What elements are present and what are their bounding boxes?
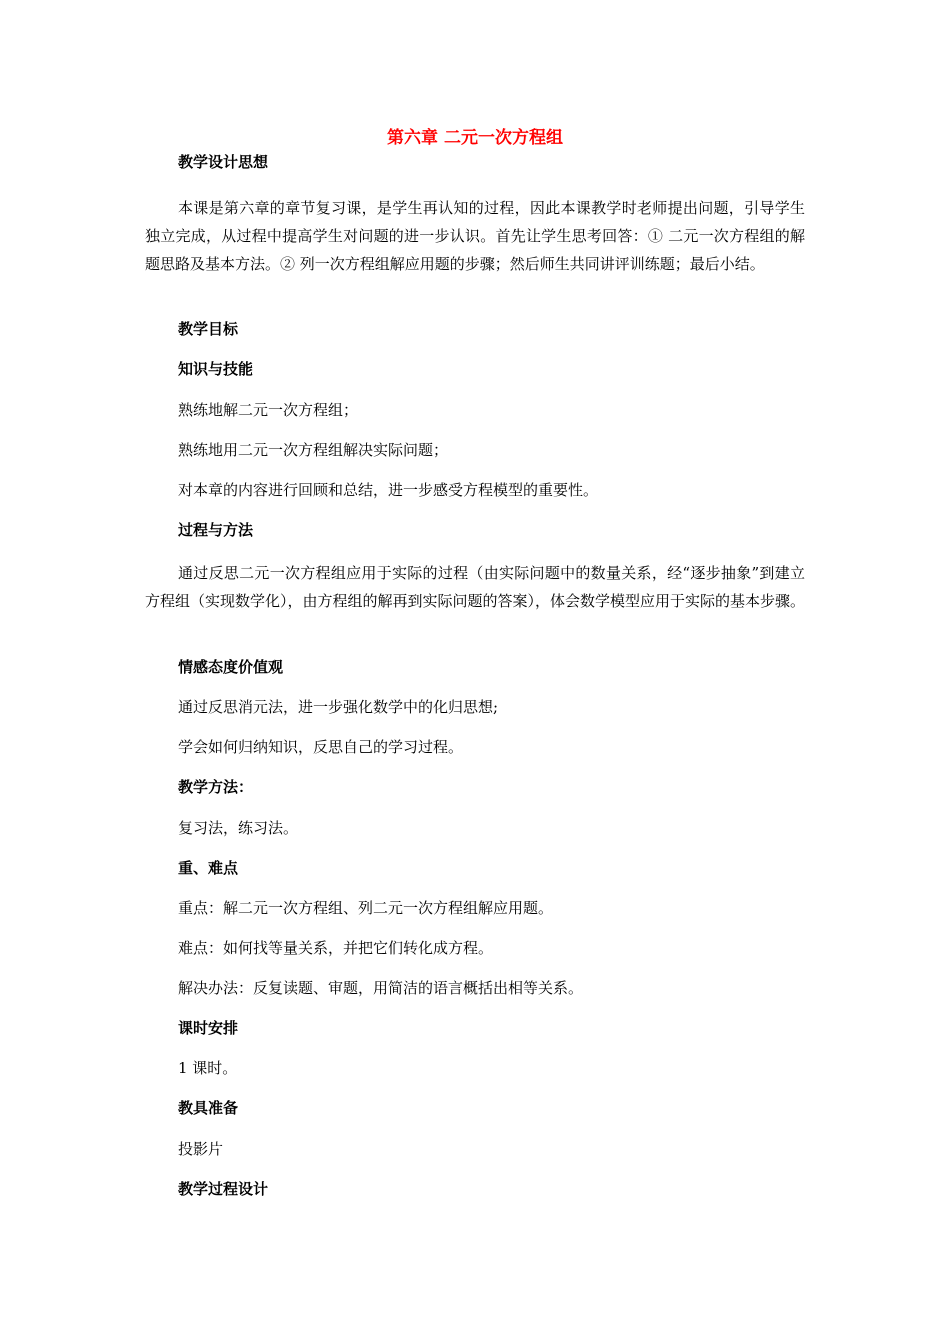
heading-key-difficult-points: 重、难点 bbox=[178, 859, 239, 877]
key-point-item: 重点：解二元一次方程组、列二元一次方程组解应用题。 bbox=[178, 899, 554, 917]
teaching-method-text: 复习法，练习法。 bbox=[178, 819, 299, 837]
key-point-item: 难点：如何找等量关系，并把它们转化成方程。 bbox=[178, 939, 494, 957]
emotion-item: 学会如何归纳知识，反思自己的学习过程。 bbox=[178, 738, 464, 756]
heading-teaching-goals: 教学目标 bbox=[178, 320, 239, 338]
document-title: 第六章 二元一次方程组 bbox=[387, 128, 563, 148]
heading-emotion-values: 情感态度价值观 bbox=[178, 658, 284, 676]
key-point-item: 解决办法：反复读题、审题，用简洁的语言概括出相等关系。 bbox=[178, 979, 584, 997]
knowledge-item: 熟练地解二元一次方程组； bbox=[178, 401, 359, 419]
knowledge-item: 熟练地用二元一次方程组解决实际问题； bbox=[178, 441, 449, 459]
heading-knowledge-skills: 知识与技能 bbox=[178, 360, 254, 378]
heading-teaching-process-design: 教学过程设计 bbox=[178, 1180, 269, 1198]
heading-design-idea: 教学设计思想 bbox=[178, 153, 269, 171]
heading-process-method: 过程与方法 bbox=[178, 521, 254, 539]
heading-schedule: 课时安排 bbox=[178, 1019, 239, 1037]
emotion-item: 通过反思消元法，进一步强化数学中的化归思想; bbox=[178, 698, 499, 716]
schedule-text: 1 课时。 bbox=[178, 1059, 238, 1077]
paragraph-process-method: 通过反思二元一次方程组应用于实际的过程（由实际问题中的数量关系，经“逐步抽象”到建立方程组（实现数学化），由方程组的解再到实际问题的答案），体会数学模型应用于实际的基本步骤。 bbox=[145, 564, 806, 610]
heading-teaching-tools: 教具准备 bbox=[178, 1099, 239, 1117]
teaching-tools-text: 投影片 bbox=[178, 1140, 224, 1158]
heading-teaching-method: 教学方法： bbox=[178, 778, 254, 796]
paragraph-design-idea: 本课是第六章的章节复习课，是学生再认知的过程，因此本课教学时老师提出问题，引导学生独立完成，从过程中提高学生对问题的进一步认识。首先让学生思考回答：① 二元一次方程组的解题思路及基本方法。② 列一次方程组解应用题的步骤；然后师生共同讲评训练题；最后小结。 bbox=[145, 199, 805, 273]
knowledge-item: 对本章的内容进行回顾和总结，进一步感受方程模型的重要性。 bbox=[178, 481, 599, 499]
